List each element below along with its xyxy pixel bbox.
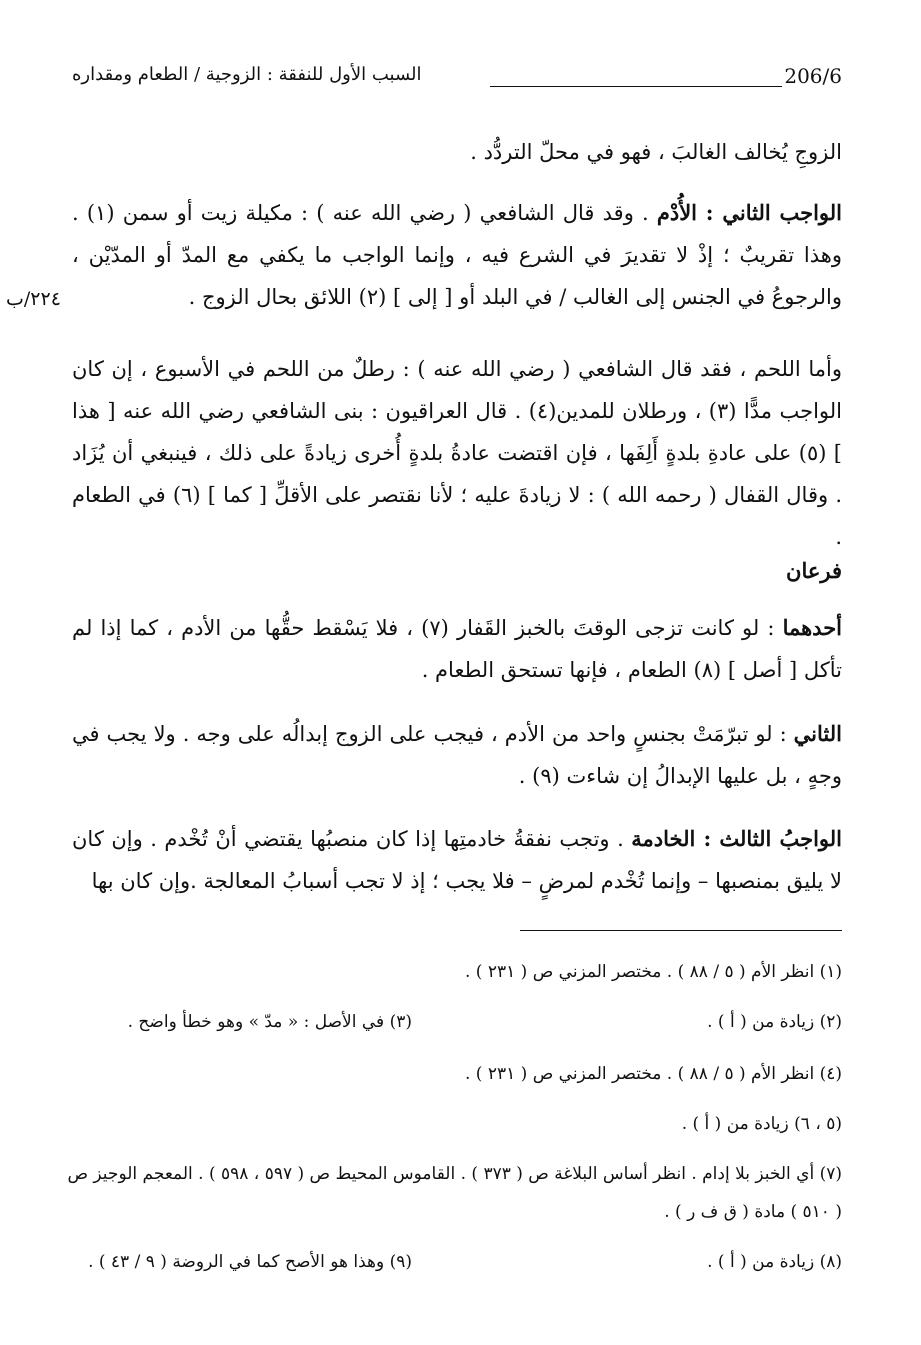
page-header	[72, 64, 842, 98]
paragraph-1	[72, 131, 842, 173]
footnote: (٣) في الأصل : « مدّ » وهو خطأ واضح .	[127, 1012, 412, 1032]
paragraph-text: وأما اللحم ، فقد قال الشافعي ( رضي الله عنه ) : رطلٌ من اللحم في الأسبوع ، إن كان الواجب مدًّا (٣) ، ورطلان للمدين(٤) . قال العراقيون : بنى الشافعي رضي الله عنه [ هذا ] (٥) على عادةِ بلدةٍ أَلِفَها ، فإن اقتضت عادةُ بلدةٍ أُخرى زيادةً على ذلك ، فينبغي أن يُزَاد . وقال القفال ( رحمه الله ) : لا زيادةَ عليه ؛ لأنا نقتصر على الأقلِّ [ كما ] (٦) في الطعام .	[72, 357, 842, 549]
footnote-row	[72, 1197, 842, 1227]
paragraph-text: : لو كانت تزجى الوقتَ بالخبز القَفار (٧) ، فلا يَسْقط حقُّها من الأدم ، كما إذا لم تأكل [ أصل ] (٨) الطعام ، فإنها تستحق الطعام .	[72, 616, 842, 682]
footnote: (٩) وهذا هو الأصح كما في الروضة ( ٩ / ٤٣ ) .	[88, 1252, 412, 1272]
footnote-row	[72, 1109, 842, 1139]
footnote: (٢) زيادة من ( أ ) .	[707, 1012, 842, 1032]
header-rule	[490, 86, 782, 87]
footnote-row	[72, 957, 842, 987]
footnote-row	[67, 1159, 842, 1189]
section-heading-adm: الواجب الثاني : الأُدْم	[656, 200, 843, 225]
section-heading-khadima: الواجبُ الثالث : الخادمة	[631, 826, 842, 851]
paragraph-text: . وتجب نفقةُ خادمتِها إذا كان منصبُها يقتضي أنْ تُخْدم . وإن كان لا يليق بمنصبها – وإنما تُخْدم لمرضٍ – فلا يجب ؛ إذ لا تجب أسبابُ المعالجة .وإن كان بها	[72, 827, 842, 893]
paragraph-5	[72, 713, 842, 797]
paragraph-2	[72, 192, 842, 318]
subheading-text: فرعان	[786, 558, 842, 583]
paragraph-text: الزوجِ يُخالف الغالبَ ، فهو في محلّ التردُّد .	[470, 140, 842, 164]
footnote-separator	[520, 930, 842, 931]
paragraph-6	[72, 818, 842, 902]
footnote: (١) انظر الأم ( ٥ / ٨٨ ) . مختصر المزني ص ( ٢٣١ ) .	[465, 962, 842, 982]
paragraph-3	[72, 348, 842, 558]
paragraph-lead: الثاني	[793, 721, 842, 746]
paragraph-text-wrap	[72, 713, 842, 797]
margin-folio-note: ٢٢٤/ب	[6, 288, 61, 310]
paragraph-lead: أحدهما	[782, 615, 843, 640]
paragraph-text-wrap	[72, 607, 842, 691]
paragraph-text: : لو تبرّمَتْ بجنسٍ واحد من الأدم ، فيجب على الزوج إبدالُه على وجه . ولا يجب في وجهٍ ، بل عليها الإبدالُ إن شاءت (٩) .	[72, 722, 842, 788]
paragraph-text: . وقد قال الشافعي ( رضي الله عنه ) : مكيلة زيت أو سمن (١) . وهذا تقريبٌ ؛ إذْ لا تقديرَ في الشرع فيه ، وإنما الواجب ما يكفي مع المدّ أو المدّيْن ، والرجوعُ في الجنس إلى الغالب / في البلد أو [ إلى ] (٢) اللائق بحال الزوج .	[72, 201, 842, 309]
footnote-continuation: ( ٥١٠ ) مادة ( ق ف ر ) .	[664, 1202, 842, 1222]
paragraph-text-wrap	[72, 192, 842, 318]
running-title: السبب الأول للنفقة : الزوجية / الطعام ومقداره	[72, 64, 422, 85]
footnote: (٨) زيادة من ( أ ) .	[707, 1252, 842, 1272]
paragraph-4	[72, 607, 842, 691]
subheading-far-an	[72, 550, 842, 592]
footnote: (٧) أي الخبز بلا إدام . انظر أساس البلاغة ص ( ٣٧٣ ) . القاموس المحيط ص ( ٥٩٧ ، ٥٩٨ ) . المعجم الوجيز ص	[67, 1164, 842, 1184]
footnote: (٤) انظر الأم ( ٥ / ٨٨ ) . مختصر المزني ص ( ٢٣١ ) .	[465, 1064, 842, 1084]
footnote-row	[72, 1247, 842, 1277]
page-number: 206/6	[784, 64, 842, 88]
footnotes	[67, 957, 842, 1277]
paragraph-text-wrap	[72, 818, 842, 902]
footnote-row	[72, 1059, 842, 1089]
footnote-row	[72, 1007, 842, 1037]
footnote: (٥ ، ٦) زيادة من ( أ ) .	[681, 1114, 842, 1134]
